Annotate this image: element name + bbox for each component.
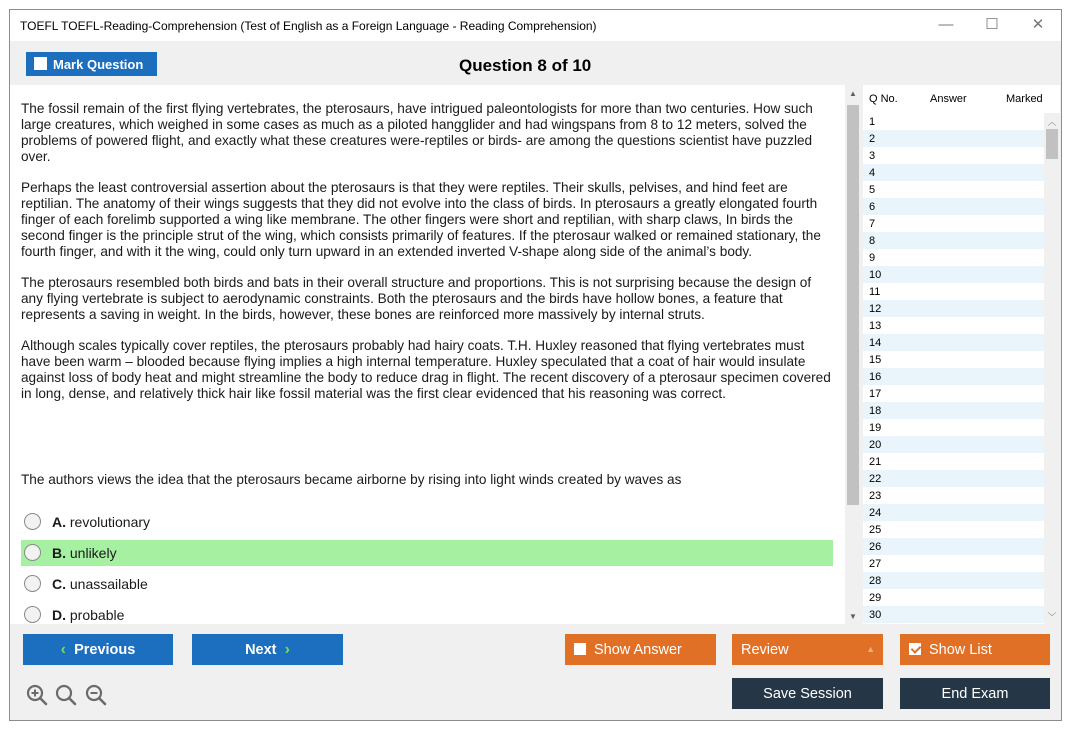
option-letter: A.	[52, 514, 66, 530]
question-number: 3	[869, 150, 876, 162]
question-number: 17	[869, 388, 882, 400]
close-icon[interactable]: ✕	[1031, 16, 1045, 33]
qno-header: Q No.	[869, 93, 898, 105]
question-number: 19	[869, 422, 882, 434]
question-list-row[interactable]	[863, 249, 1044, 266]
question-number: 24	[869, 507, 882, 519]
passage-paragraph: Perhaps the least controversial assertion about the pterosaurs is that they were reptiles. Their skulls, pelvises, and hind feet are reptilian. The anatomy of their wings suggests that they did not evolve into the class of birds. In pterosaurs a greatly elongated fourth finger of each forelimb supported a wing like membrane. The other fingers were short and reptilian, with sharp claws, In birds the second finger is the principle strut of the wing, which consists primarily of features. If the pterosaur walked or remained stationary, the fourth finger, and with it the wing, could only turn upward in an extended inverted V-shape along side of the animal’s body.	[21, 180, 821, 259]
question-list-row[interactable]	[863, 521, 1044, 538]
question-list	[863, 85, 1060, 624]
question-number: 11	[869, 286, 881, 298]
question-number: 15	[869, 354, 882, 366]
question-list-row[interactable]	[863, 147, 1044, 164]
question-list-row[interactable]	[863, 113, 1044, 130]
dropdown-arrow-icon: ▲	[866, 644, 875, 654]
review-label: Review	[741, 641, 789, 658]
question-list-row[interactable]	[863, 436, 1044, 453]
question-number: 28	[869, 575, 882, 587]
question-list-row[interactable]	[863, 300, 1044, 317]
question-list-row[interactable]	[863, 470, 1044, 487]
question-list-row[interactable]	[863, 487, 1044, 504]
zoom-out-icon[interactable]	[85, 684, 107, 706]
question-list-row[interactable]	[863, 130, 1044, 147]
option-letter: B.	[52, 545, 66, 561]
question-list-row[interactable]	[863, 606, 1044, 623]
question-list-row[interactable]	[863, 453, 1044, 470]
question-list-row[interactable]	[863, 572, 1044, 589]
app-window	[9, 9, 1062, 721]
list-scroll-up-icon[interactable]: ︿	[1047, 117, 1057, 127]
radio-button[interactable]	[24, 544, 41, 561]
question-number: 22	[869, 473, 882, 485]
list-scrollbar[interactable]	[1044, 113, 1060, 624]
previous-button[interactable]	[23, 634, 173, 665]
question-list-row[interactable]	[863, 555, 1044, 572]
marked-header: Marked	[1006, 93, 1043, 105]
question-number: 6	[869, 201, 876, 213]
option-letter: C.	[52, 576, 66, 592]
content-scrollbar[interactable]	[845, 85, 861, 624]
question-list-row[interactable]	[863, 266, 1044, 283]
show-list-label: Show List	[929, 641, 992, 658]
question-list-row[interactable]	[863, 538, 1044, 555]
question-number: 13	[869, 320, 882, 332]
question-number: 8	[869, 235, 876, 247]
question-text: The authors views the idea that the pterosaurs became airborne by rising into light winds created by waves as	[21, 472, 682, 487]
scrollbar-thumb[interactable]	[847, 105, 859, 505]
question-number: 18	[869, 405, 882, 417]
option-text: probable	[69, 607, 125, 623]
passage	[10, 101, 831, 417]
question-number: 9	[869, 252, 876, 264]
scroll-down-icon[interactable]: ▼	[849, 612, 857, 621]
show-answer-checkbox-icon	[574, 643, 586, 655]
question-number: 29	[869, 592, 882, 604]
question-list-row[interactable]	[863, 351, 1044, 368]
question-number: 1	[869, 116, 876, 128]
question-list-row[interactable]	[863, 385, 1044, 402]
question-list-row[interactable]	[863, 232, 1044, 249]
chevron-left-icon: ‹	[60, 640, 66, 658]
question-number: 2	[869, 133, 876, 145]
list-scroll-down-icon[interactable]: ﹀	[1047, 612, 1057, 622]
previous-label: Previous	[74, 641, 136, 658]
option-b[interactable]	[21, 540, 833, 566]
question-content	[10, 85, 846, 624]
question-number: 26	[869, 541, 882, 553]
option-letter: D.	[52, 607, 66, 623]
show-list-checkbox-icon	[909, 643, 921, 655]
mark-question-label: Mark Question	[53, 56, 144, 72]
radio-button[interactable]	[24, 606, 41, 623]
zoom-reset-icon[interactable]	[55, 684, 77, 706]
question-list-row[interactable]	[863, 589, 1044, 606]
question-number: 14	[869, 337, 882, 349]
option-c[interactable]	[21, 571, 833, 597]
passage-paragraph: The fossil remain of the first flying vertebrates, the pterosaurs, have intrigued paleontologists for more than two centuries. How such large creatures, which weighed in some cases as much as a piloted hangglider and had wingspans from 8 to 12 meters, solved the problems of powered flight, and exactly what these creatures were-reptiles or birds- are among the questions scientist have puzzled over.	[21, 101, 813, 164]
question-number: 23	[869, 490, 882, 502]
option-text: revolutionary	[69, 514, 151, 530]
maximize-icon[interactable]: ☐	[985, 16, 999, 33]
next-button[interactable]	[192, 634, 343, 665]
question-number: 16	[869, 371, 882, 383]
question-header	[10, 41, 1061, 85]
question-list-row[interactable]	[863, 317, 1044, 334]
question-number: 25	[869, 524, 882, 536]
question-number: 12	[869, 303, 882, 315]
window-title: TOEFL TOEFL-Reading-Comprehension (Test of English as a Foreign Language - Reading Comprehension)	[20, 19, 597, 33]
question-number: 5	[869, 184, 876, 196]
mark-question-button[interactable]	[26, 52, 157, 76]
answer-header: Answer	[930, 93, 967, 105]
review-dropdown[interactable]	[732, 634, 883, 665]
zoom-in-icon[interactable]	[26, 684, 48, 706]
question-list-row[interactable]	[863, 368, 1044, 385]
title-bar	[10, 10, 1061, 41]
question-list-row[interactable]	[863, 215, 1044, 232]
question-list-row[interactable]	[863, 198, 1044, 215]
minimize-icon[interactable]: —	[938, 16, 954, 33]
question-number: 27	[869, 558, 882, 570]
radio-button[interactable]	[24, 575, 41, 592]
question-list-row[interactable]	[863, 164, 1044, 181]
question-list-row[interactable]	[863, 334, 1044, 351]
scroll-up-icon[interactable]: ▲	[849, 89, 857, 98]
question-number: 10	[869, 269, 882, 281]
question-number: 20	[869, 439, 882, 451]
question-list-row[interactable]	[863, 419, 1044, 436]
show-answer-label: Show Answer	[594, 641, 682, 658]
passage-paragraph: Although scales typically cover reptiles, the pterosaurs probably had hairy coats. T.H. Huxley reasoned that flying vertebrates must have been warm – blooded because flying implies a high internal temperature. Huxley speculated that a coat of hair would insulate against loss of body heat and might streamline the body to reduce drag in flight. The recent discovery of a pterosaur specimen covered in long, dense, and relatively thick hair like fossil material was the first clear evidenced that his reasoning was correct.	[21, 338, 831, 401]
option-d[interactable]	[21, 602, 833, 624]
question-list-row[interactable]	[863, 402, 1044, 419]
question-list-row[interactable]	[863, 283, 1044, 300]
option-a[interactable]	[21, 509, 833, 535]
option-text: unassailable	[69, 576, 148, 592]
option-text: unlikely	[69, 545, 117, 561]
end-exam-button[interactable]: End Exam	[900, 678, 1050, 709]
show-list-button[interactable]	[900, 634, 1050, 665]
next-label: Next	[245, 641, 277, 658]
radio-button[interactable]	[24, 513, 41, 530]
question-title: Question 8 of 10	[459, 56, 592, 75]
question-number: 30	[869, 609, 882, 621]
question-list-row[interactable]	[863, 181, 1044, 198]
question-number: 21	[869, 456, 882, 468]
question-number: 4	[869, 167, 876, 179]
question-list-rows	[863, 113, 1044, 623]
save-session-button[interactable]: Save Session	[732, 678, 883, 709]
question-number: 7	[869, 218, 876, 230]
passage-paragraph: The pterosaurs resembled both birds and bats in their overall structure and proportions. This is not surprising because the design of any flying vertebrate is subject to aerodynamic constraints. Both the pterosaurs and the birds have hollow bones, a feature that represents a saving in weight. In the birds, however, these bones are reinforced more massively by internal struts.	[21, 275, 812, 322]
list-scrollbar-thumb[interactable]	[1046, 129, 1058, 159]
question-list-row[interactable]	[863, 504, 1044, 521]
mark-checkbox-icon	[34, 57, 47, 70]
show-answer-button[interactable]	[565, 634, 716, 665]
chevron-right-icon: ›	[284, 640, 290, 658]
